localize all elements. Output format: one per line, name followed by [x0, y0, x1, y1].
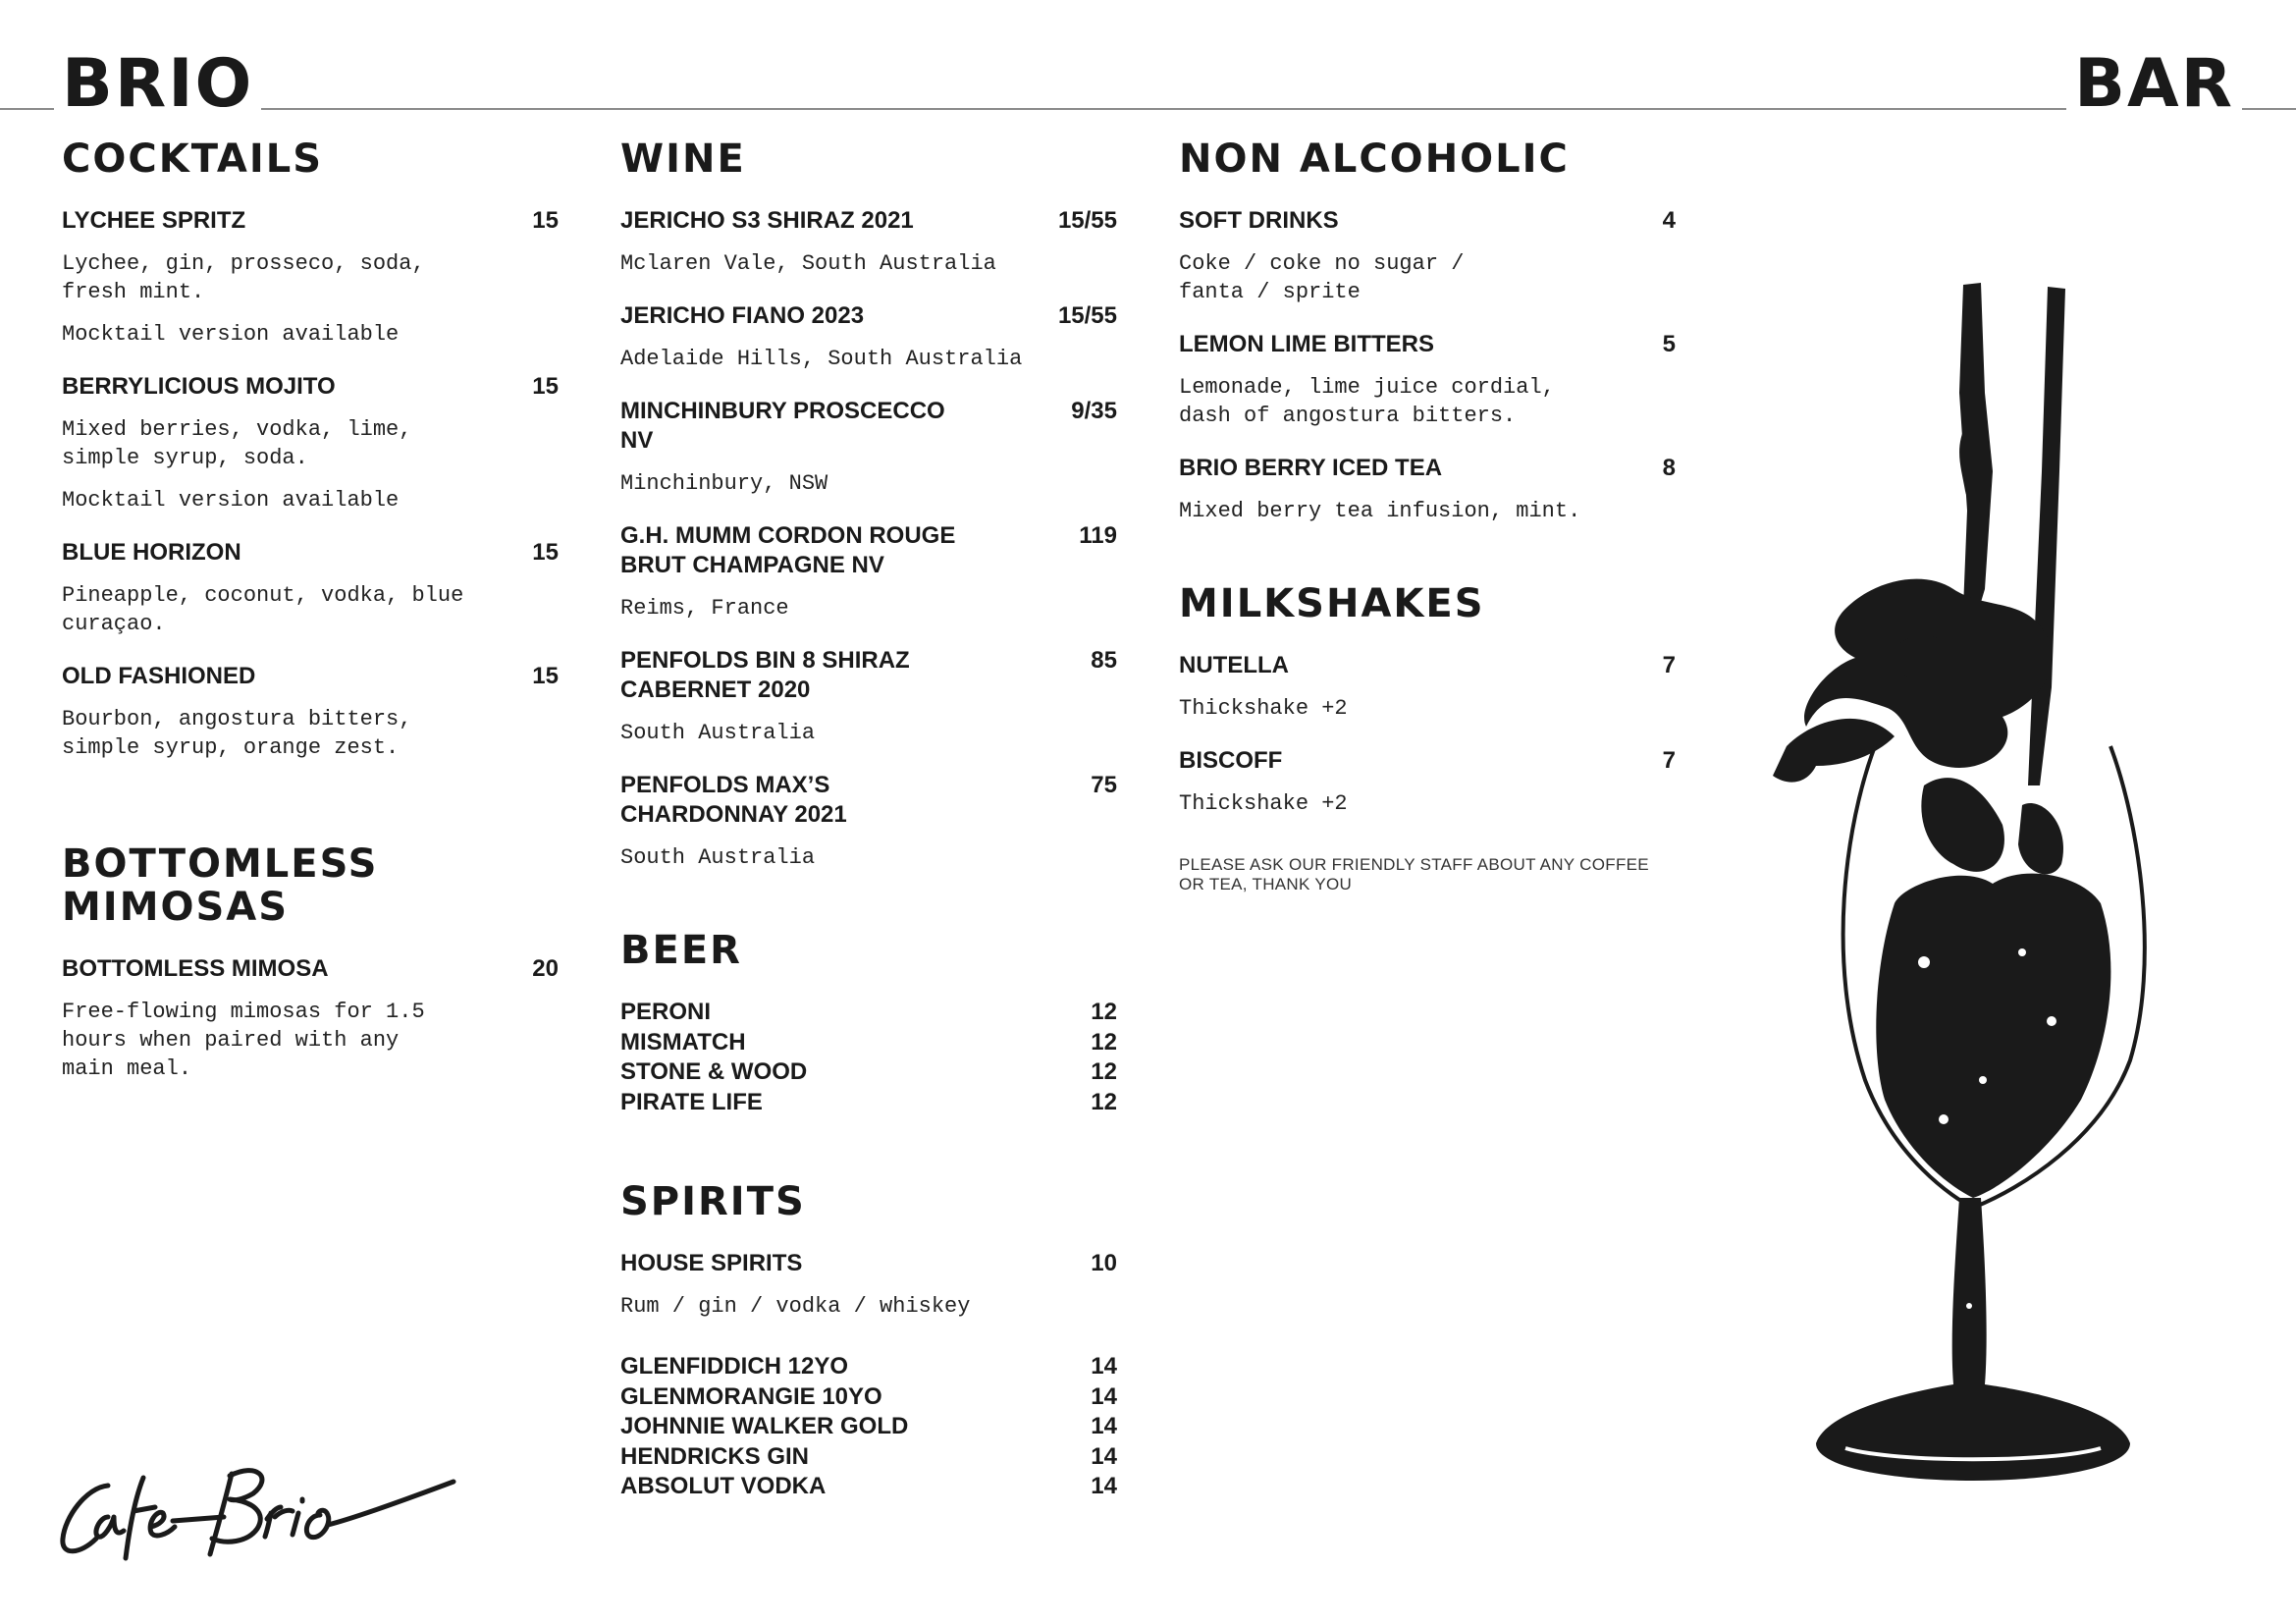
item-name: BLUE HORIZON — [62, 539, 241, 566]
mimosas-heading: BOTTOMLESS MIMOSAS — [62, 841, 379, 930]
item-name: OLD FASHIONED — [62, 663, 256, 689]
list-item — [620, 1028, 1117, 1058]
item-price: 14 — [1091, 1473, 1117, 1499]
item-name: JERICHO S3 SHIRAZ 2021 — [620, 207, 914, 234]
item-description: Adelaide Hills, South Australia — [620, 347, 1023, 371]
item-name: LYCHEE SPRITZ — [62, 207, 246, 234]
item-name: ABSOLUT VODKA — [620, 1473, 827, 1499]
item-name: JERICHO FIANO 2023 — [620, 302, 865, 329]
item-price: 12 — [1091, 1028, 1117, 1056]
item-price: 7 — [1662, 652, 1676, 678]
menu-item — [620, 1249, 1117, 1321]
item-price: 9/35 — [1071, 398, 1117, 424]
wine-heading: WINE — [620, 136, 746, 182]
column-cocktails — [62, 137, 559, 1107]
item-description: Thickshake +2 — [1179, 696, 1348, 721]
menu-item — [620, 301, 1117, 373]
item-description: Free-flowing mimosas for 1.5 hours when paired with any main meal. — [62, 1000, 425, 1081]
item-name: G.H. MUMM CORDON ROUGE BRUT CHAMPAGNE NV — [620, 522, 956, 578]
item-name: BRIO BERRY ICED TEA — [1179, 455, 1443, 481]
item-name: MISMATCH — [620, 1028, 746, 1056]
item-price: 15/55 — [1057, 302, 1117, 329]
item-price: 15 — [532, 207, 559, 234]
menu-item — [620, 206, 1117, 278]
item-description: South Australia — [620, 845, 816, 870]
cafe-brio-logo — [57, 1448, 469, 1566]
item-description: Bourbon, angostura bitters, simple syrup, orange zest. — [62, 707, 412, 760]
menu-item — [620, 646, 1117, 747]
item-price: 7 — [1662, 747, 1676, 774]
menu-item — [620, 521, 1117, 623]
cocktail-glass-illustration — [1728, 275, 2218, 1542]
column-wine — [620, 137, 1117, 1502]
item-description: Lychee, gin, prosseco, soda, fresh mint. — [62, 251, 425, 304]
item-description: Reims, France — [620, 596, 789, 621]
item-price: 12 — [1091, 1058, 1117, 1085]
menu-item — [1179, 454, 1676, 525]
item-price: 119 — [1079, 522, 1117, 549]
non-alcoholic-heading: NON ALCOHOLIC — [1179, 136, 1570, 182]
menu-item — [62, 206, 559, 349]
spirits-heading: SPIRITS — [620, 1179, 806, 1224]
item-description: Mclaren Vale, South Australia — [620, 251, 996, 276]
item-price: 15 — [532, 663, 559, 689]
list-item — [620, 1057, 1117, 1088]
list-item — [620, 1442, 1117, 1473]
list-item — [620, 1412, 1117, 1442]
column-non-alcoholic — [1179, 137, 1676, 894]
item-name: GLENFIDDICH 12YO — [620, 1353, 849, 1380]
menu-item — [62, 372, 559, 514]
item-note: Mocktail version available — [62, 322, 400, 347]
item-name: NUTELLA — [1179, 652, 1289, 678]
item-name: PENFOLDS MAX’S CHARDONNAY 2021 — [620, 772, 847, 828]
item-name: STONE & WOOD — [620, 1058, 808, 1085]
item-name: SOFT DRINKS — [1179, 207, 1339, 234]
brand-title: BRIO — [54, 51, 261, 118]
item-name: BISCOFF — [1179, 747, 1283, 774]
item-price: 14 — [1091, 1382, 1117, 1410]
item-price: 10 — [1091, 1250, 1117, 1276]
menu-item — [620, 397, 1117, 498]
item-name: PIRATE LIFE — [620, 1088, 763, 1115]
spirits-list — [620, 1352, 1117, 1502]
menu-item — [62, 662, 559, 762]
item-note: Mocktail version available — [62, 488, 400, 513]
list-item — [620, 1382, 1117, 1413]
item-price: 20 — [532, 955, 559, 982]
menu-item — [620, 771, 1117, 872]
item-name: MINCHINBURY PROSCECCO NV — [620, 398, 945, 454]
item-price: 14 — [1091, 1413, 1117, 1439]
item-description: South Australia — [620, 721, 816, 745]
item-description: Mixed berry tea infusion, mint. — [1179, 499, 1581, 523]
item-description: Coke / coke no sugar / fanta / sprite — [1179, 251, 1465, 304]
item-price: 14 — [1091, 1442, 1117, 1470]
item-price: 5 — [1662, 331, 1676, 357]
menu-item — [1179, 651, 1676, 723]
list-item — [620, 998, 1117, 1028]
item-price: 15 — [532, 373, 559, 400]
item-description: Lemonade, lime juice cordial, dash of angostura bitters. — [1179, 375, 1555, 428]
item-price: 12 — [1091, 1088, 1117, 1115]
item-price: 15/55 — [1057, 207, 1117, 234]
list-item — [620, 1472, 1117, 1502]
item-price: 4 — [1662, 207, 1676, 234]
menu-item — [1179, 206, 1676, 306]
header-rule — [0, 108, 2296, 110]
item-price: 14 — [1091, 1353, 1117, 1380]
item-price: 8 — [1662, 455, 1676, 481]
item-price: 15 — [532, 539, 559, 566]
item-name: BOTTOMLESS MIMOSA — [62, 955, 329, 982]
item-name: PERONI — [620, 999, 712, 1025]
item-name: HENDRICKS GIN — [620, 1442, 810, 1470]
milkshakes-heading: MILKSHAKES — [1179, 581, 1485, 626]
list-item — [620, 1352, 1117, 1382]
beer-heading: BEER — [620, 928, 742, 973]
item-description: Rum / gin / vodka / whiskey — [620, 1294, 971, 1319]
item-name: HOUSE SPIRITS — [620, 1250, 803, 1276]
item-name: BERRYLICIOUS MOJITO — [62, 373, 336, 400]
item-name: JOHNNIE WALKER GOLD — [620, 1413, 909, 1439]
menu-item — [1179, 330, 1676, 430]
item-name: PENFOLDS BIN 8 SHIRAZ CABERNET 2020 — [620, 647, 910, 703]
cocktails-heading: COCKTAILS — [62, 136, 324, 182]
item-name: LEMON LIME BITTERS — [1179, 331, 1434, 357]
menu-item — [1179, 746, 1676, 818]
item-description: Pineapple, coconut, vodka, blue curaçao. — [62, 583, 464, 636]
coffee-tea-note: PLEASE ASK OUR FRIENDLY STAFF ABOUT ANY COFFEE OR TEA, THANK YOU — [1179, 855, 1649, 893]
list-item — [620, 1088, 1117, 1118]
section-banner-bar: BAR — [2066, 51, 2242, 118]
item-description: Mixed berries, vodka, lime, simple syrup, soda. — [62, 417, 412, 470]
menu-item — [62, 538, 559, 638]
item-description: Minchinbury, NSW — [620, 471, 828, 496]
item-price: 12 — [1091, 999, 1117, 1025]
item-price: 75 — [1091, 772, 1117, 798]
item-description: Thickshake +2 — [1179, 791, 1348, 816]
menu-item — [62, 954, 559, 1083]
item-name: GLENMORANGIE 10YO — [620, 1382, 882, 1410]
beer-list — [620, 998, 1117, 1117]
item-price: 85 — [1091, 647, 1117, 674]
